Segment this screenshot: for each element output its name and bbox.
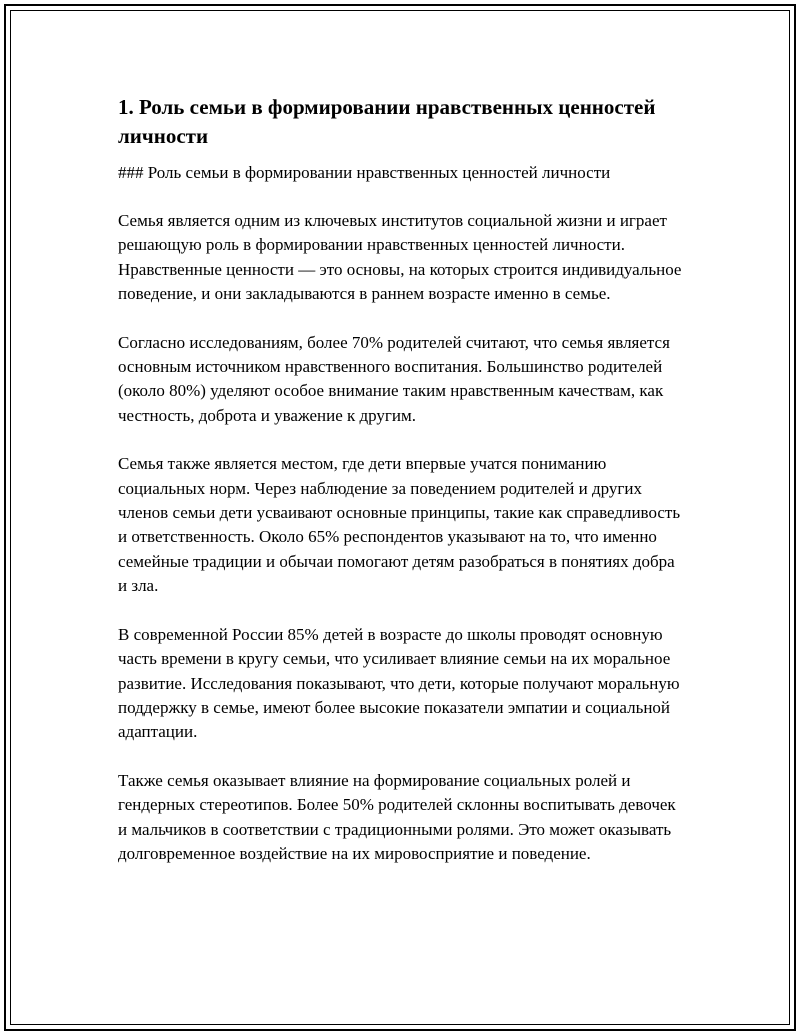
paragraph-3: Семья также является местом, где дети впервые учатся пониманию социальных норм. Через наблюдение за поведением родителей и других членов семьи дети усваивают основные принципы, такие как справедливость и ответственность. Около 65% респондентов указывают на то, что именно семейные традиции и обычаи помогают детям разобраться в понятиях добра и зла. [118, 454, 681, 596]
document-subheading: ### Роль семьи в формировании нравственных ценностей личности [118, 163, 611, 182]
paragraph-1: Семья является одним из ключевых институтов социальной жизни и играет решающую роль в формировании нравственных ценностей личности. Нравственные ценности — это основы, на которых строится индивидуальное поведение, и они закладываются в раннем возрасте именно в семье. [118, 211, 682, 304]
document-title: 1. Роль семьи в формировании нравственных ценностей личности [118, 95, 656, 148]
document-body [118, 93, 688, 890]
paragraph-2: Согласно исследованиям, более 70% родителей считают, что семья является основным источником нравственного воспитания. Большинство родителей (около 80%) уделяют особое внимание таким нравственным качествам, как честность, доброта и уважение к другим. [118, 332, 670, 425]
paragraph-4: В современной России 85% детей в возрасте до школы проводят основную часть времени в кругу семьи, что усиливает влияние семьи на их моральное развитие. Исследования показывают, что дети, которые получают моральную поддержку в семье, имеют более высокие показатели эмпатии и социальной адаптации. [118, 624, 680, 742]
paragraph-5: Также семья оказывает влияние на формирование социальных ролей и гендерных стереотипов. Более 50% родителей склонны воспитывать девочек и мальчиков в соответствии с традиционными ролями. Это может оказывать долговременное воздействие на их мировосприятие и поведение. [118, 770, 676, 863]
